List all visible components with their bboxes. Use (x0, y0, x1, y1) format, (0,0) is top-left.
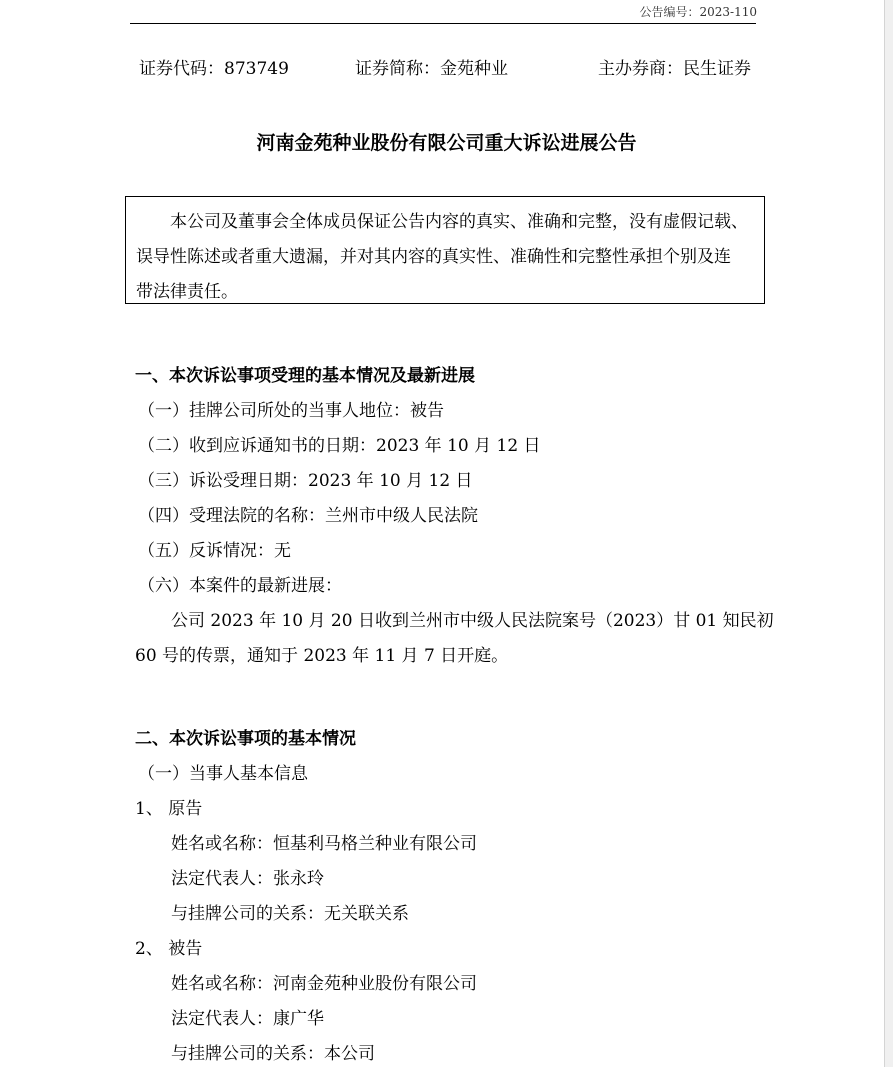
plaintiff-representative: 法定代表人：张永玲 (171, 869, 324, 889)
notice-line-2: 误导性陈述或者重大遗漏，并对其内容的真实性、准确性和完整性承担个别及连 (136, 247, 731, 267)
security-abbreviation: 证券简称：金苑种业 (355, 59, 508, 79)
notice-line-3: 带法律责任。 (136, 282, 238, 302)
case-item-2: （二）收到应诉通知书的日期：2023 年 10 月 12 日 (138, 436, 541, 456)
section-2-heading: 二、本次诉讼事项的基本情况 (135, 729, 356, 749)
case-item-3: （三）诉讼受理日期：2023 年 10 月 12 日 (138, 471, 473, 491)
announcement-number: 公告编号：2023-110 (639, 5, 757, 19)
board-assurance-box (125, 196, 765, 304)
section-1-heading: 一、本次诉讼事项受理的基本情况及最新进展 (135, 366, 475, 386)
defendant-representative: 法定代表人：康广华 (171, 1009, 324, 1029)
parties-subheading: （一）当事人基本信息 (138, 764, 308, 784)
plaintiff-relation: 与挂牌公司的关系：无关联关系 (171, 904, 409, 924)
progress-line-2: 60 号的传票，通知于 2023 年 11 月 7 日开庭。 (135, 646, 509, 666)
case-item-6: （六）本案件的最新进展： (138, 576, 342, 596)
plaintiff-label: 1、 原告 (135, 799, 203, 819)
defendant-label: 2、 被告 (135, 939, 203, 959)
sponsor-broker: 主办券商：民生证券 (598, 59, 751, 79)
case-item-4: （四）受理法院的名称：兰州市中级人民法院 (138, 506, 478, 526)
plaintiff-name: 姓名或名称：恒基利马格兰种业有限公司 (171, 834, 477, 854)
security-code: 证券代码：873749 (139, 59, 289, 79)
header-divider (130, 23, 756, 24)
document-title: 河南金苑种业股份有限公司重大诉讼进展公告 (256, 132, 637, 154)
progress-line-1: 公司 2023 年 10 月 20 日收到兰州市中级人民法院案号（2023）甘 01 知民初 (171, 611, 774, 631)
notice-line-1: 本公司及董事会全体成员保证公告内容的真实、准确和完整，没有虚假记载、 (170, 212, 748, 232)
defendant-relation: 与挂牌公司的关系：本公司 (171, 1044, 375, 1064)
defendant-name: 姓名或名称：河南金苑种业股份有限公司 (171, 974, 477, 994)
security-info-row (139, 54, 751, 79)
case-item-5: （五）反诉情况：无 (138, 541, 291, 561)
case-item-1: （一）挂牌公司所处的当事人地位：被告 (138, 401, 444, 421)
scrollbar-track[interactable] (884, 0, 893, 1067)
